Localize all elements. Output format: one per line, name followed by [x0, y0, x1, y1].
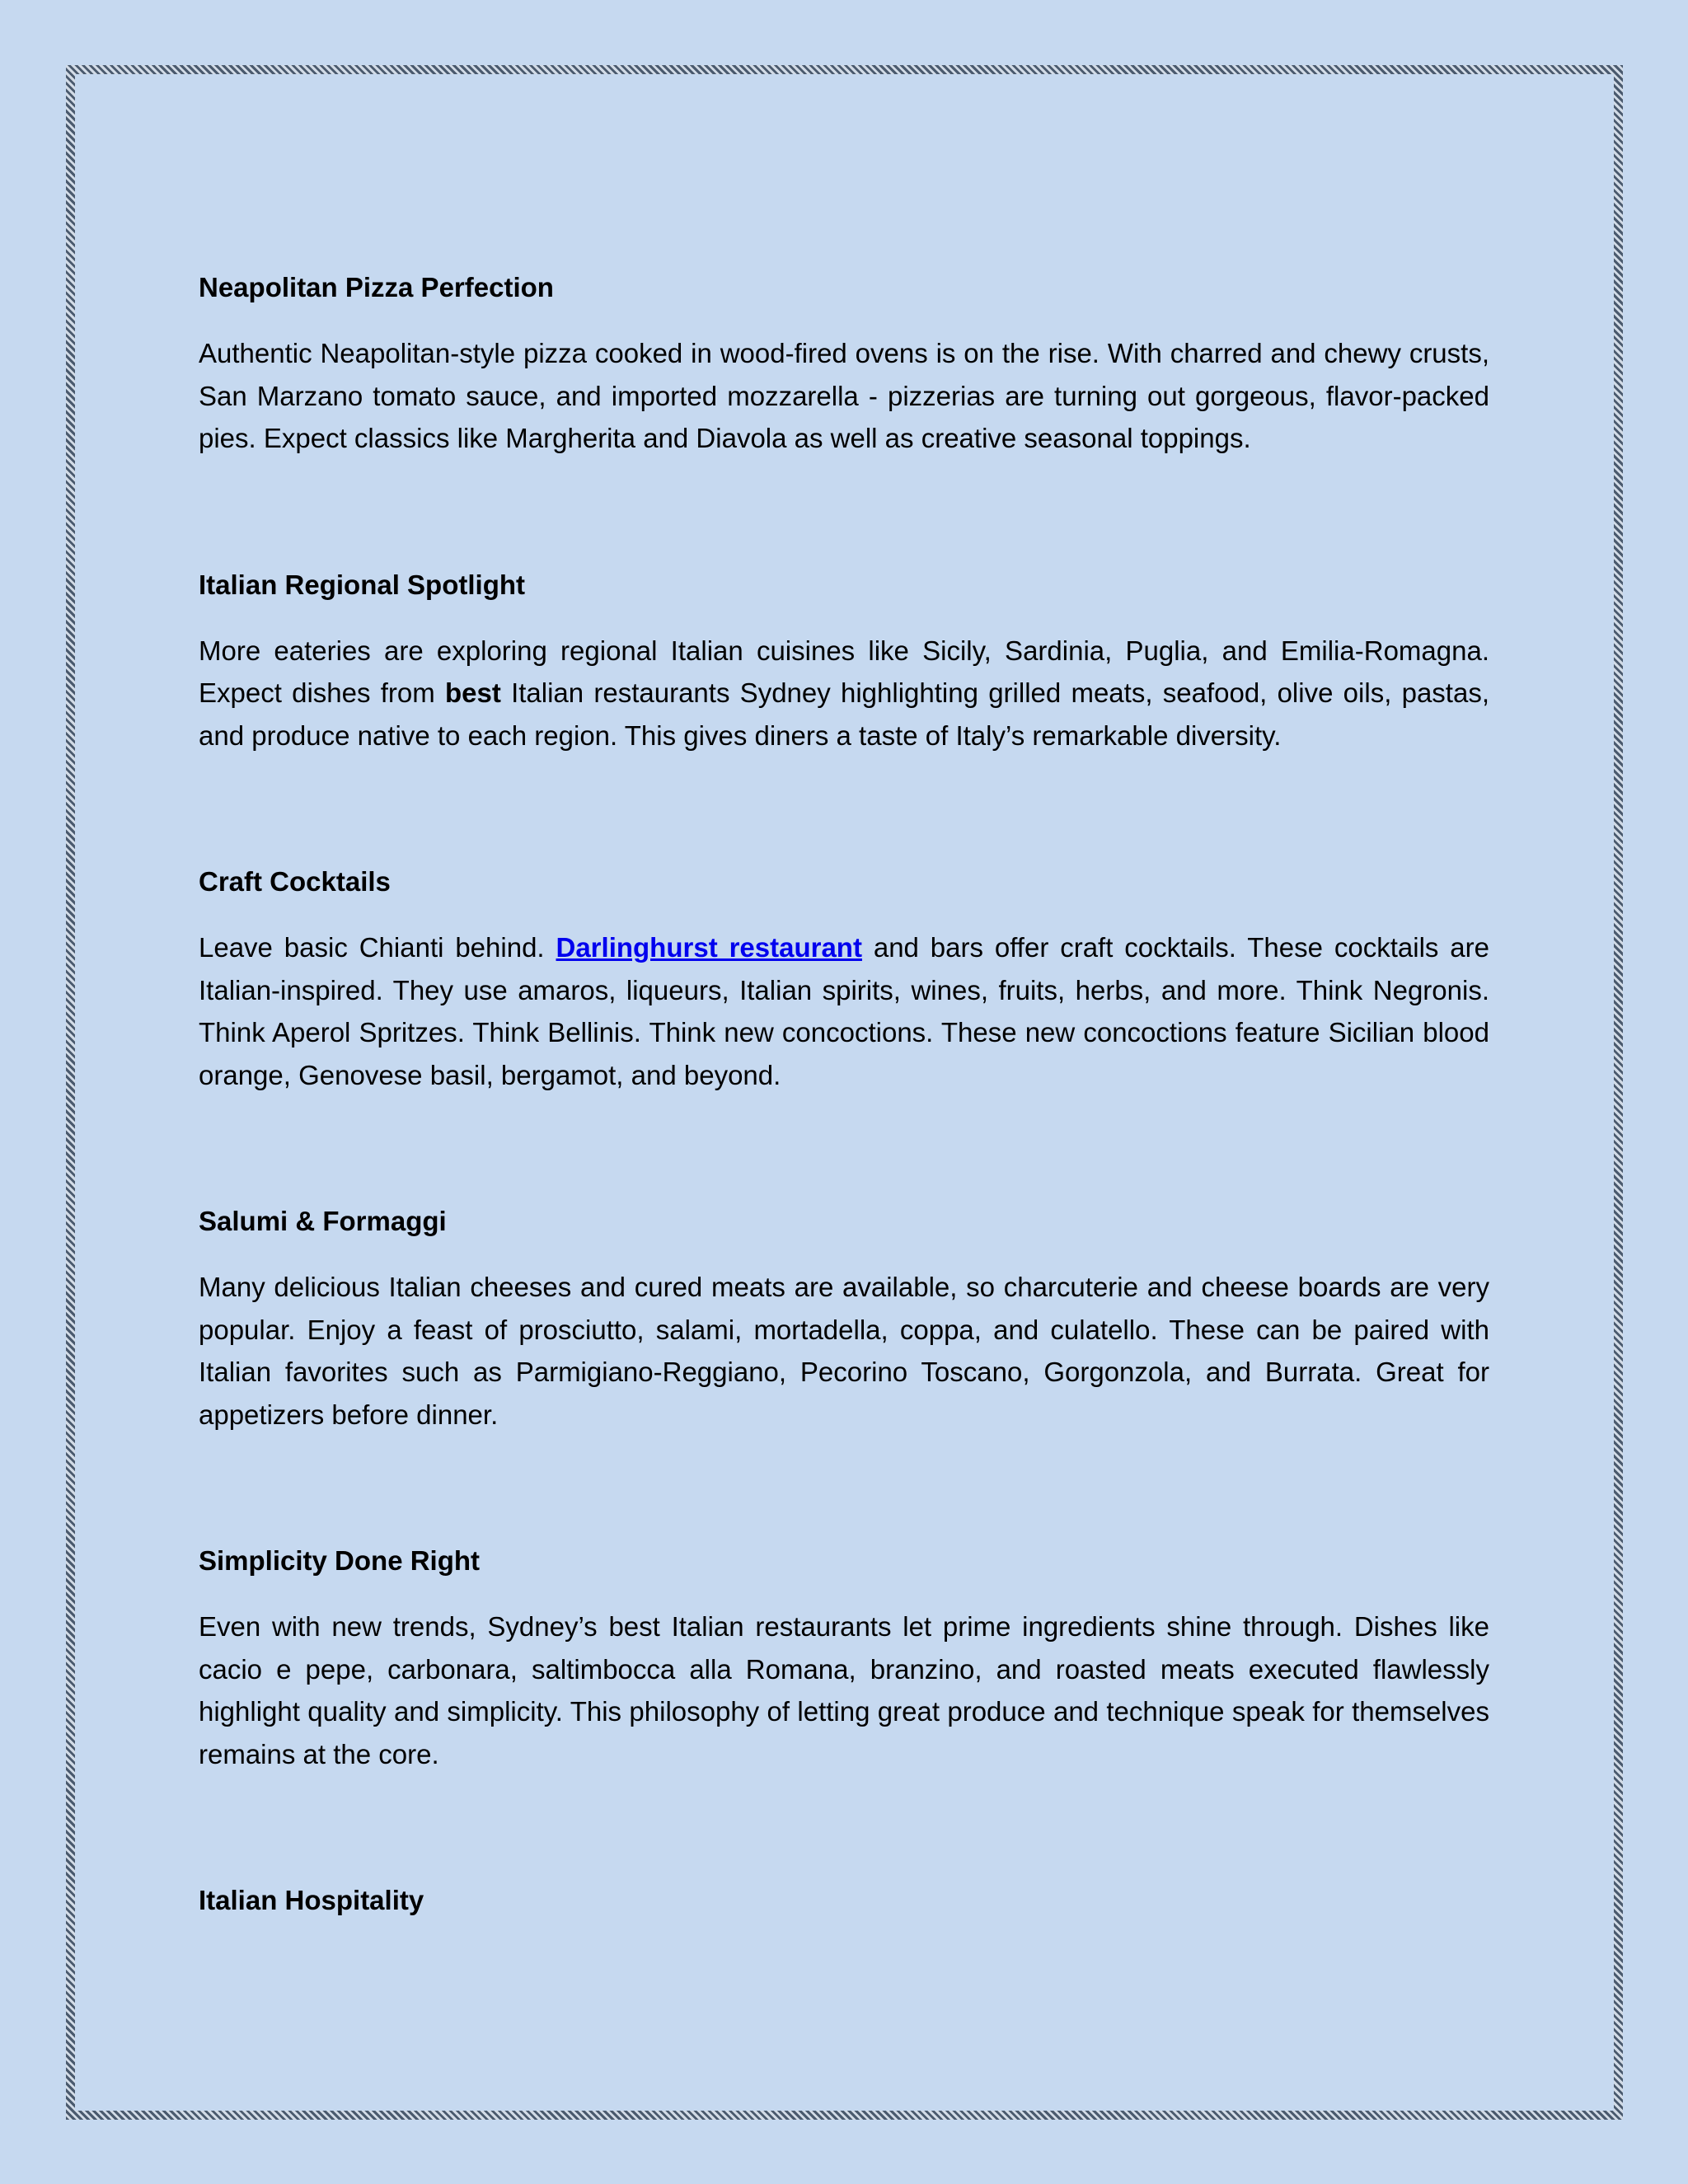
section-body-craft-cocktails	[199, 926, 1489, 1096]
section-title-regional-spotlight: Italian Regional Spotlight	[199, 569, 525, 600]
section-body-salumi-formaggi: Many delicious Italian cheeses and cured meats are available, so charcuterie and cheese boards are very popular. Enjoy a feast of prosciutto, salami, mortadella, coppa, and culatello. These can be paired with Italian favorites such as Parmigiano-Reggiano, Pecorino Toscano, Gorgonzola, and Burrata. Great for appetizers before dinner.	[199, 1272, 1489, 1430]
regional-bold-word: best	[444, 677, 501, 708]
section-body-simplicity: Even with new trends, Sydney’s best Italian restaurants let prime ingredients shine through. Dishes like cacio e pepe, carbonara, saltimbocca alla Romana, branzino, and roasted meats executed flawlessly highlight quality and simplicity. This philosophy of letting great produce and technique speak for themselves remains at the core.	[199, 1611, 1489, 1769]
section-title-craft-cocktails: Craft Cocktails	[199, 866, 391, 897]
darlinghurst-restaurant-link[interactable]: Darlinghurst restaurant	[556, 932, 862, 963]
section-title-neapolitan-pizza: Neapolitan Pizza Perfection	[199, 272, 554, 302]
regional-text-after: Italian restaurants Sydney highlighting grilled meats, seafood, olive oils, pastas, and produce native to each region. This gives diners a taste of Italy’s remarkable diversity.	[199, 677, 1489, 751]
document-content	[199, 268, 1489, 1945]
section-title-simplicity: Simplicity Done Right	[199, 1545, 481, 1576]
cocktails-text-after: and bars offer craft cocktails. These cocktails are Italian-inspired. They use amaros, liqueurs, Italian spirits, wines, fruits, herbs, and more. Think Negronis. Think Aperol Spritzes. Think Bellinis. Think new concoctions. These new concoctions feature Sicilian blood orange, Genovese basil, bergamot, and beyond.	[199, 932, 1489, 1090]
cocktails-text-before: Leave basic Chianti behind.	[199, 932, 556, 963]
section-body-regional-spotlight	[199, 630, 1489, 757]
section-title-salumi-formaggi: Salumi & Formaggi	[199, 1206, 447, 1236]
section-body-neapolitan-pizza: Authentic Neapolitan-style pizza cooked in wood-fired ovens is on the rise. With charred and chewy crusts, San Marzano tomato sauce, and imported mozzarella - pizzerias are turning out gorgeous, flavor-packed pies. Expect classics like Margherita and Diavola as well as creative seasonal toppings.	[199, 338, 1489, 453]
regional-text-before: More eateries are exploring regional Italian cuisines like Sicily, Sardinia, Puglia, and Emilia-Romagna. Expect dishes from	[199, 635, 1489, 708]
section-title-italian-hospitality: Italian Hospitality	[199, 1885, 424, 1915]
